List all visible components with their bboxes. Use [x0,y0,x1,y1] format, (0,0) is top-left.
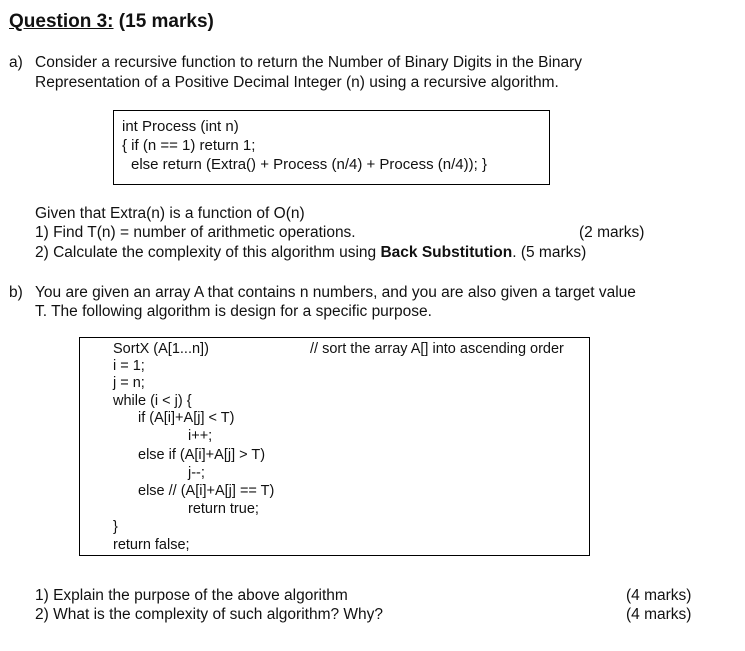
part-a-line2: Representation of a Positive Decimal Integer (n) using a recursive algorithm. [35,74,559,91]
code-line: j = n; [113,375,145,391]
q2-marks: . (5 marks) [512,244,587,261]
code-line: else // (A[i]+A[j] == T) [138,483,275,499]
part-a-line1: Consider a recursive function to return the Number of Binary Digits in the Binary [35,54,583,71]
part-b-line2: T. The following algorithm is design for a specific purpose. [35,303,432,320]
code-line: } [113,519,118,535]
code-line: return true; [188,501,259,517]
code-line: if (A[i]+A[j] < T) [138,410,235,426]
part-b-question-1: 1) Explain the purpose of the above algorithm [35,587,348,604]
code-line: else return (Extra() + Process (n/4) + Process (n/4)); } [131,156,487,173]
part-a-question-1-marks: (2 marks) [579,224,645,241]
q2-text: 2) Calculate the complexity of this algorithm using [35,244,381,261]
part-b-line1: You are given an array A that contains n numbers, and you are also given a target value [35,284,636,301]
part-a-question-1: 1) Find T(n) = number of arithmetic operations. [35,224,356,241]
part-b-code-box [79,337,590,556]
part-b-label: b) [9,284,23,301]
given-statement: Given that Extra(n) is a function of O(n) [35,205,305,222]
code-line: i++; [188,428,213,444]
q2-bold-text: Back Substitution [380,244,513,261]
code-header: SortX (A[1...n]) [113,341,209,357]
part-a-question-2 [35,244,586,262]
code-line: j--; [188,465,205,481]
question-number: Question 3: [9,11,114,32]
code-line: int Process (int n) [122,118,239,135]
part-a-label: a) [9,54,23,71]
part-b-question-2: 2) What is the complexity of such algorithm? Why? [35,606,384,623]
part-a-code-box [113,110,550,185]
code-line: return false; [113,537,190,553]
code-line: else if (A[i]+A[j] > T) [138,447,266,463]
code-comment: // sort the array A[] into ascending order [310,341,564,357]
code-line: { if (n == 1) return 1; [122,137,256,154]
code-line: i = 1; [113,358,145,374]
code-line: while (i < j) { [113,393,192,409]
part-b-question-1-marks: (4 marks) [626,587,692,604]
part-b-question-2-marks: (4 marks) [626,606,692,623]
question-title [9,11,214,33]
question-marks: (15 marks) [118,11,214,32]
